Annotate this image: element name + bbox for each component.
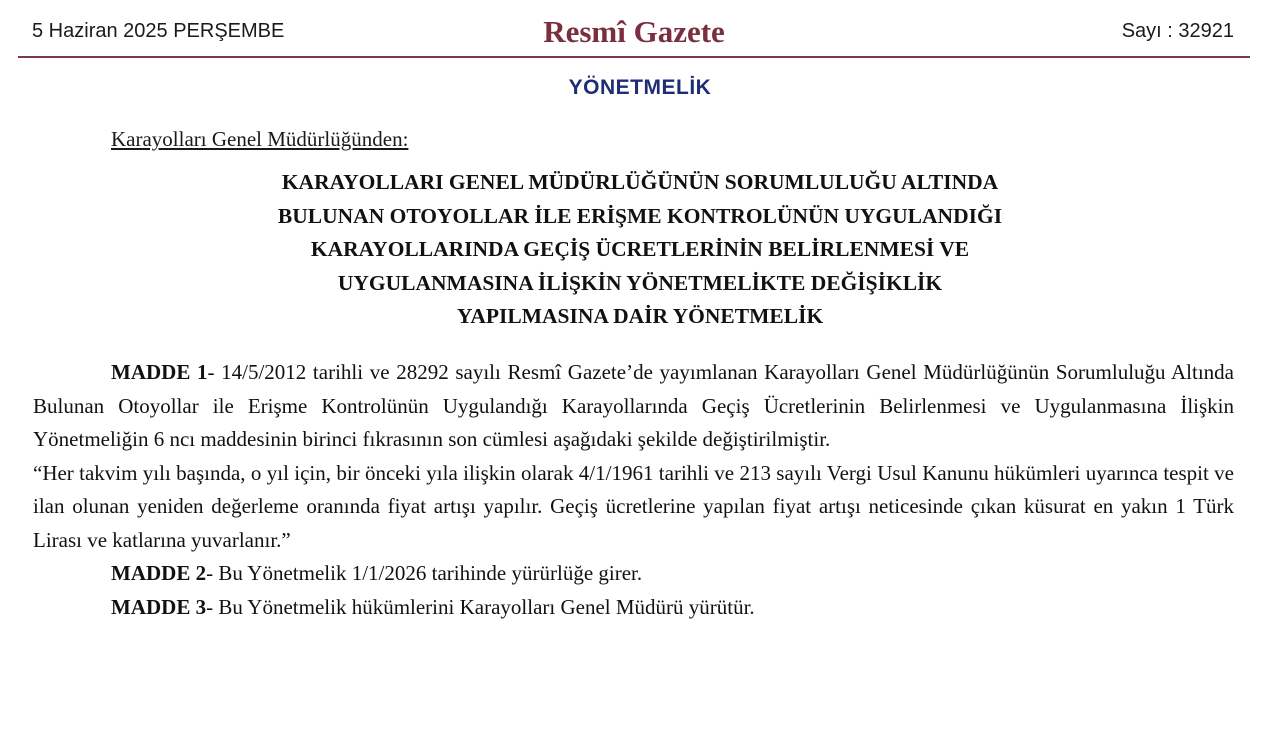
regulation-title-line: KARAYOLLARINDA GEÇİŞ ÜCRETLERİNİN BELİRLENMESİ VE <box>310 237 970 261</box>
issue-date: 5 Haziran 2025 PERŞEMBE <box>32 20 285 42</box>
regulation-title-line: UYGULANMASINA İLİŞKİN YÖNETMELİKTE DEĞİŞİKLİK <box>337 270 943 295</box>
section-heading: YÖNETMELİK <box>568 76 712 99</box>
article-1 <box>33 356 1234 457</box>
article-text: - 14/5/2012 tarihli ve 28292 sayılı Resmî Gazete’de yayımlanan Karayolları Genel Müdürlüğünün Sorumluluğu Altında Bulunan Otoyollar ile Erişme Kontrolünün Uygulandığı Karayollarında Geçiş Ücretlerinin Belirlenmesi ve Uygulanmasına İlişkin Yönetmeliğin 6 ncı maddesinin birinci fıkrasının son cümlesi aşağıdaki şekilde değiştirilmiştir. <box>33 360 1234 451</box>
article-3 <box>33 591 1234 625</box>
article-text: - Bu Yönetmelik 1/1/2026 tarihinde yürürlüğe girer. <box>206 561 643 585</box>
article-label: MADDE 2 <box>111 561 207 585</box>
issuing-authority: Karayolları Genel Müdürlüğünden: <box>111 127 409 151</box>
regulation-title-line: BULUNAN OTOYOLLAR İLE ERİŞME KONTROLÜNÜN UYGULANDIĞI <box>277 203 1003 228</box>
article-label: MADDE 3 <box>111 594 207 619</box>
amended-text-quote: “Her takvim yılı başında, o yıl için, bir önceki yıla ilişkin olarak 4/1/1961 tarihli ve 213 sayılı Vergi Usul Kanunu hükümleri uyarınca tespit ve ilan olunan yeniden değerleme oranında fiyat artışı yapılır. Geçiş ücretlerine yapılan fiyat artışı neticesinde çıkan küsurat en yakın 1 Türk Lirası ve katlarına yuvarlanır.” <box>33 460 1234 552</box>
article-label: MADDE 1 <box>111 360 208 384</box>
regulation-title <box>140 166 1140 334</box>
article-2 <box>33 557 1234 591</box>
article-text: - Bu Yönetmelik hükümlerini Karayolları Genel Müdürü yürütür. <box>206 594 755 619</box>
regulation-title-line: YAPILMASINA DAİR YÖNETMELİK <box>456 304 824 328</box>
regulation-body <box>33 356 1234 624</box>
gazette-header <box>18 14 1250 58</box>
gazette-title: Resmî Gazete <box>543 14 725 49</box>
issue-number: Sayı : 32921 <box>1121 20 1234 42</box>
regulation-title-line: KARAYOLLARI GENEL MÜDÜRLÜĞÜNÜN SORUMLULUĞU ALTINDA <box>281 170 999 194</box>
